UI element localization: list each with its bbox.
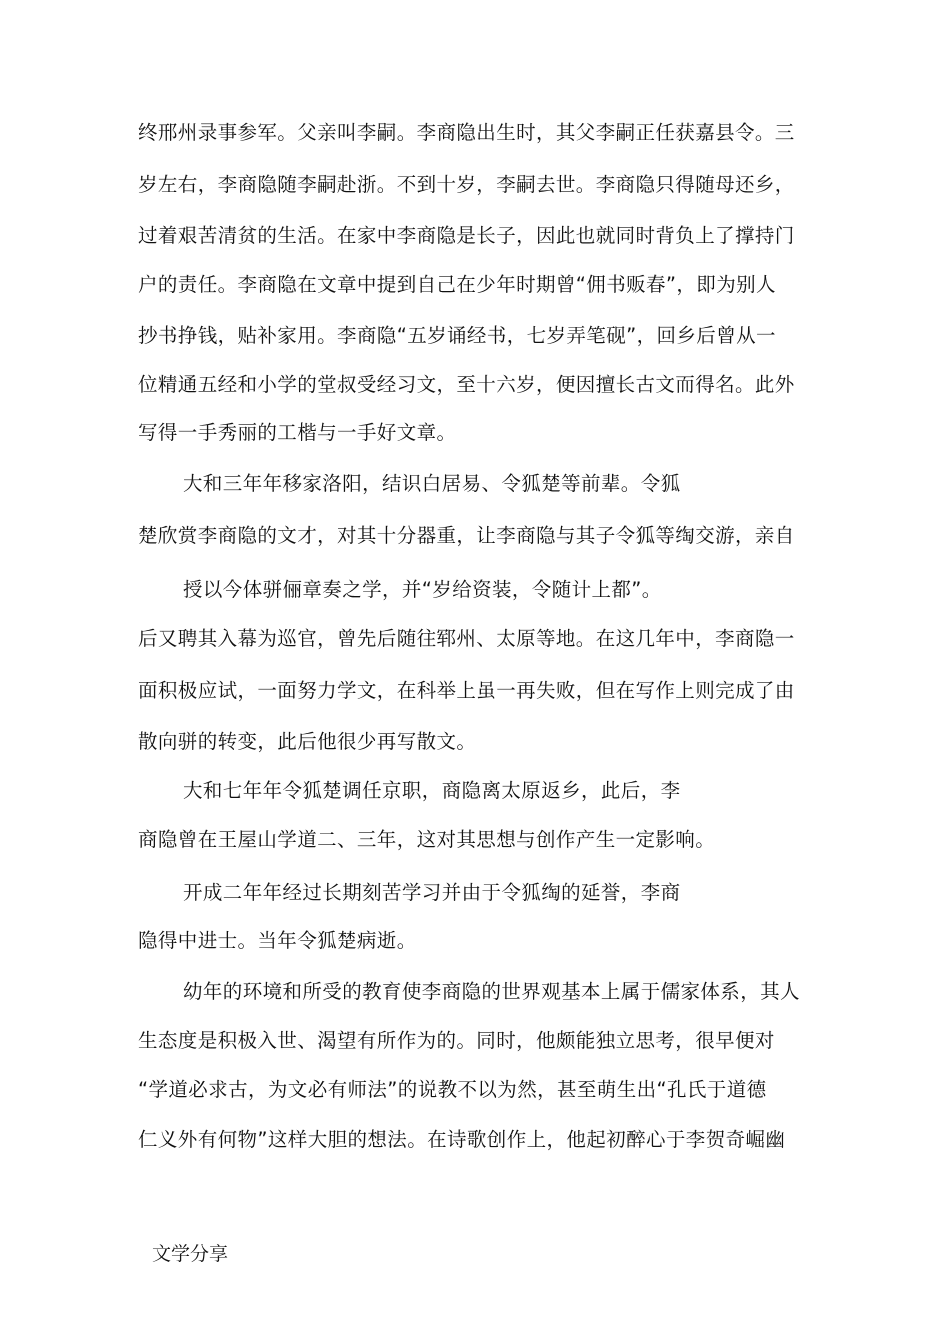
text-line: 过着艰苦清贫的生活。在家中李商隐是长子，因此也就同时背负上了撑持门 [138,224,795,247]
text-line: 大和七年年令狐楚调任京职，商隐离太原返乡，此后，李 [183,779,681,802]
text-line: 仁义外有何物”这样大胆的想法。在诗歌创作上，他起初醉心于李贺奇崛幽 [138,1128,786,1151]
text-line: 写得一手秀丽的工楷与一手好文章。 [138,421,457,444]
text-line: 位精通五经和小学的堂叔受经习文，至十六岁，便因擅长古文而得名。此外 [138,373,795,396]
text-line: 幼年的环境和所受的教育使李商隐的世界观基本上属于儒家体系，其人 [183,980,800,1003]
text-line: 终邢州录事参军。父亲叫李嗣。李商隐出生时，其父李嗣正任获嘉县令。三 [138,121,795,144]
footer-watermark: 文学分享 [152,1243,229,1265]
text-line: 隐得中进士。当年令狐楚病逝。 [138,929,417,952]
text-line: 抄书挣钱，贴补家用。李商隐“五岁诵经书，七岁弄笔砚”，回乡后曾从一 [138,324,776,347]
text-line: 面积极应试，一面努力学文，在科举上虽一再失败，但在写作上则完成了由 [138,679,795,702]
text-line: “学道必求古，为文必有师法”的说教不以为然，甚至萌生出“孔氏于道德 [138,1078,767,1101]
text-line: 岁左右，李商隐随李嗣赴浙。不到十岁，李嗣去世。李商隐只得随母还乡， [138,173,795,196]
text-line: 生态度是积极入世、渴望有所作为的。同时，他颇能独立思考，很早便对 [138,1029,775,1052]
text-line: 开成二年年经过长期刻苦学习并由于令狐绹的延誉，李商 [183,881,681,904]
text-line: 后又聘其入幕为巡官，曾先后随往郓州、太原等地。在这几年中，李商隐一 [138,627,795,650]
text-line: 授以今体骈俪章奏之学，并“岁给资装，令随计上都”。 [183,578,662,601]
text-line: 商隐曾在王屋山学道二、三年，这对其思想与创作产生一定影响。 [138,828,716,851]
text-line: 楚欣赏李商隐的文才，对其十分器重，让李商隐与其子令狐等绹交游，亲自 [138,524,795,547]
text-line: 大和三年年移家洛阳，结识白居易、令狐楚等前辈。令狐 [183,472,681,495]
text-line: 户的责任。李商隐在文章中提到自己在少年时期曾“佣书贩春”，即为别人 [138,273,776,296]
text-line: 散向骈的转变，此后他很少再写散文。 [138,730,477,753]
